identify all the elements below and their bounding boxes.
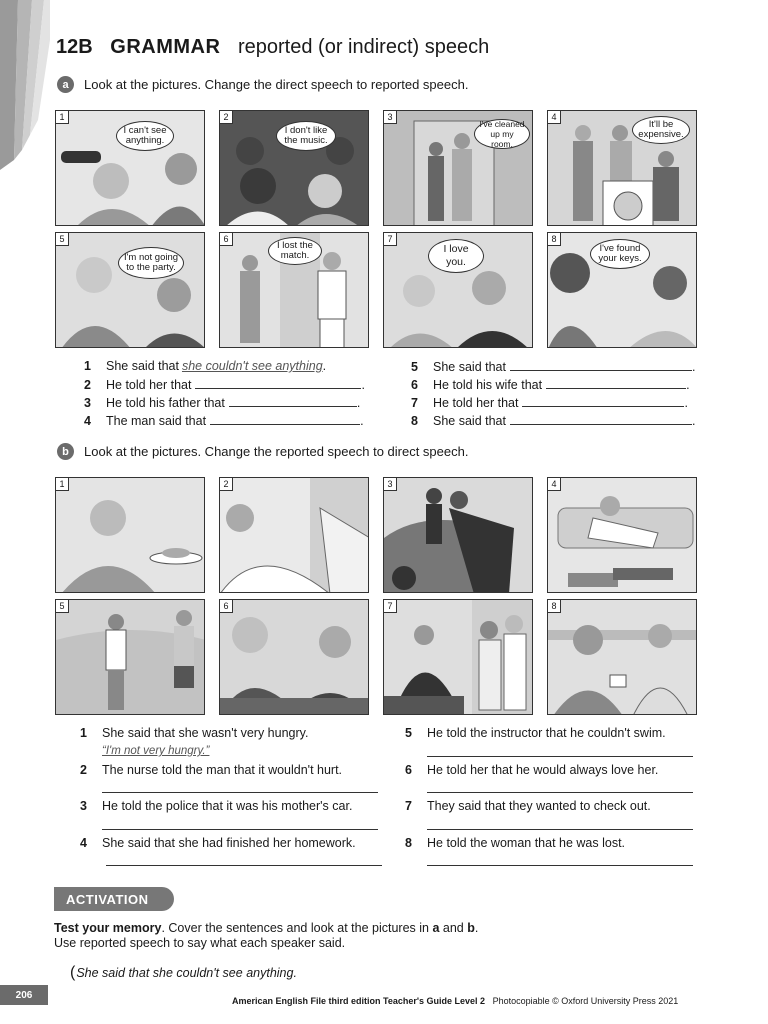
activation-label: ACTIVATION: [54, 887, 174, 911]
item-number: 2: [84, 378, 91, 392]
page-title: [56, 36, 489, 59]
item-number: 8: [411, 414, 418, 428]
section-a-instruction: Look at the pictures. Change the direct speech to reported speech.: [84, 77, 469, 92]
answer-blank[interactable]: [510, 359, 692, 371]
item-number: 7: [411, 396, 418, 410]
speech-bubble: I've found your keys.: [590, 239, 650, 269]
exercise-b-item-2: [80, 763, 342, 777]
picture-number: 4: [548, 111, 561, 124]
item-prompt: She said that she had finished her homework.: [102, 836, 356, 850]
exercise-b-item-1: [80, 726, 308, 740]
item-prompt: He told the instructor that he couldn't swim.: [427, 726, 666, 740]
speech-bubble: It'll be expensive.: [632, 116, 690, 144]
activation-line2: Use reported speech to say what each speaker said.: [54, 936, 346, 950]
picture-number: 5: [56, 600, 69, 613]
item-prompt: He told his wife that: [433, 378, 543, 392]
exercise-b-item-8: [405, 836, 625, 850]
item-number: 3: [84, 396, 91, 410]
exercise-a-item-7: 7 He told her that .: [411, 396, 688, 410]
picture-b-3: [383, 477, 533, 593]
answer-line[interactable]: [106, 865, 382, 866]
item-prompt: He told her that: [433, 396, 519, 410]
exercise-b-item-4: [80, 836, 356, 850]
item-number: 1: [80, 726, 87, 740]
section-b-heading: [57, 443, 468, 460]
exercise-a-item-3: 3 He told his father that .: [84, 396, 361, 410]
picture-number: 5: [56, 233, 69, 246]
picture-number: 4: [548, 478, 561, 491]
item-number: 2: [80, 763, 87, 777]
section-a-badge: a: [57, 76, 74, 93]
picture-number: 7: [384, 233, 397, 246]
exercise-a-item-1: 1 She said that she couldn't see anything .: [84, 359, 327, 373]
item-prompt: The man said that: [106, 414, 207, 428]
picture-a-7: [383, 232, 533, 348]
item-prompt: He told her that he would always love her.: [427, 763, 659, 777]
activation-ref-b: b: [467, 921, 475, 935]
answer-blank[interactable]: [510, 413, 692, 425]
picture-number: 6: [220, 233, 233, 246]
item-number: 1: [84, 359, 91, 373]
exercise-a-item-2: 2 He told her that .: [84, 378, 365, 392]
picture-number: 6: [220, 600, 233, 613]
section-b-badge: b: [57, 443, 74, 460]
speech-bubble: I love you.: [428, 239, 484, 273]
item-answer: she couldn't see anything: [181, 359, 323, 373]
picture-number: 3: [384, 111, 397, 124]
activation-example: [70, 964, 297, 982]
item-prompt: They said that they wanted to check out.: [427, 799, 651, 813]
item-prompt: The nurse told the man that it wouldn't hurt.: [102, 763, 343, 777]
picture-a-8: [547, 232, 697, 348]
item-prompt: He told the police that it was his mother's car.: [102, 799, 353, 813]
picture-a-3: [383, 110, 533, 226]
footer-book-title: American English File third edition Teacher's Guide Level 2: [232, 996, 486, 1006]
item-number: 4: [84, 414, 91, 428]
exercise-a-item-4: 4 The man said that .: [84, 414, 364, 428]
picture-number: 7: [384, 600, 397, 613]
answer-blank[interactable]: [522, 395, 684, 407]
activation-text: . Cover the sentences and look at the pictures in: [161, 921, 433, 935]
exercise-a-item-6: 6 He told his wife that .: [411, 378, 690, 392]
footer-credit: [232, 996, 678, 1006]
picture-a-5: [55, 232, 205, 348]
activation-ref-a: a: [432, 921, 440, 935]
picture-a-2: [219, 110, 369, 226]
section-keyword: GRAMMAR: [110, 36, 221, 58]
activation-instructions: [54, 921, 478, 951]
exercise-b-item-7: [405, 799, 651, 813]
answer-blank[interactable]: [546, 377, 686, 389]
item-prompt: He told her that: [106, 378, 192, 392]
picture-b-6: [219, 599, 369, 715]
picture-a-6: [219, 232, 369, 348]
section-b-instruction: Look at the pictures. Change the reported speech to direct speech.: [84, 444, 469, 459]
item-answer: “I'm not very hungry.”: [102, 745, 210, 757]
picture-b-2: [219, 477, 369, 593]
exercise-a-item-5: 5 She said that .: [411, 360, 696, 374]
activation-text: and: [439, 921, 468, 935]
answer-line[interactable]: [427, 792, 693, 793]
picture-b-7: [383, 599, 533, 715]
corner-decoration: [0, 0, 50, 170]
picture-b-1: [55, 477, 205, 593]
picture-a-1: [55, 110, 205, 226]
activation-lead: Test your memory: [54, 921, 162, 935]
item-number: 5: [405, 726, 412, 740]
picture-b-5: [55, 599, 205, 715]
speech-bubble: I can't see anything.: [116, 121, 174, 151]
speech-mark-icon: (: [70, 964, 76, 981]
picture-number: 1: [56, 478, 69, 491]
picture-b-4: [547, 477, 697, 593]
activation-text: .: [474, 921, 479, 935]
item-prompt: She said that: [433, 360, 506, 374]
item-prompt: He told the woman that he was lost.: [427, 836, 626, 850]
answer-line[interactable]: [427, 829, 693, 830]
answer-blank[interactable]: [195, 377, 361, 389]
item-number: 8: [405, 836, 412, 850]
speech-bubble: I lost the match.: [268, 237, 322, 265]
picture-number: 8: [548, 233, 561, 246]
picture-number: 2: [220, 478, 233, 491]
answer-blank[interactable]: [210, 413, 360, 425]
item-prompt: She said that: [433, 414, 506, 428]
item-number: 4: [80, 836, 87, 850]
answer-line[interactable]: [427, 756, 693, 757]
exercise-b-item-5: [405, 726, 666, 740]
picture-a-4: [547, 110, 697, 226]
example-sentence: She said that she couldn't see anything.: [76, 966, 297, 980]
picture-b-8: [547, 599, 697, 715]
speech-bubble: I don't like the music.: [276, 121, 336, 151]
item-prompt: He told his father that: [106, 396, 225, 410]
footer-rights: Photocopiable © Oxford University Press 2021: [492, 996, 679, 1006]
page-number: 206: [0, 985, 48, 1005]
exercise-b-item-3: [80, 799, 352, 813]
item-prompt: She said that: [106, 359, 179, 373]
item-number: 6: [411, 378, 418, 392]
section-subtitle: reported (or indirect) speech: [237, 36, 490, 58]
answer-blank[interactable]: [229, 395, 357, 407]
section-a-heading: [57, 76, 468, 93]
exercise-b-item-6: [405, 763, 658, 777]
picture-number: 1: [56, 111, 69, 124]
picture-number: 2: [220, 111, 233, 124]
exercise-a-item-8: 8 She said that .: [411, 414, 696, 428]
answer-line[interactable]: [102, 792, 378, 793]
speech-bubble: I've cleaned up my room.: [474, 119, 530, 149]
picture-number: 8: [548, 600, 561, 613]
item-number: 7: [405, 799, 412, 813]
speech-bubble: I'm not going to the party.: [118, 247, 184, 279]
item-number: 6: [405, 763, 412, 777]
item-number: 3: [80, 799, 87, 813]
answer-line[interactable]: [427, 865, 693, 866]
item-prompt: She said that she wasn't very hungry.: [102, 726, 309, 740]
exercise-b-answer-1: [102, 745, 209, 757]
picture-number: 3: [384, 478, 397, 491]
item-number: 5: [411, 360, 418, 374]
unit-code: 12B: [56, 36, 93, 58]
answer-line[interactable]: [102, 829, 378, 830]
